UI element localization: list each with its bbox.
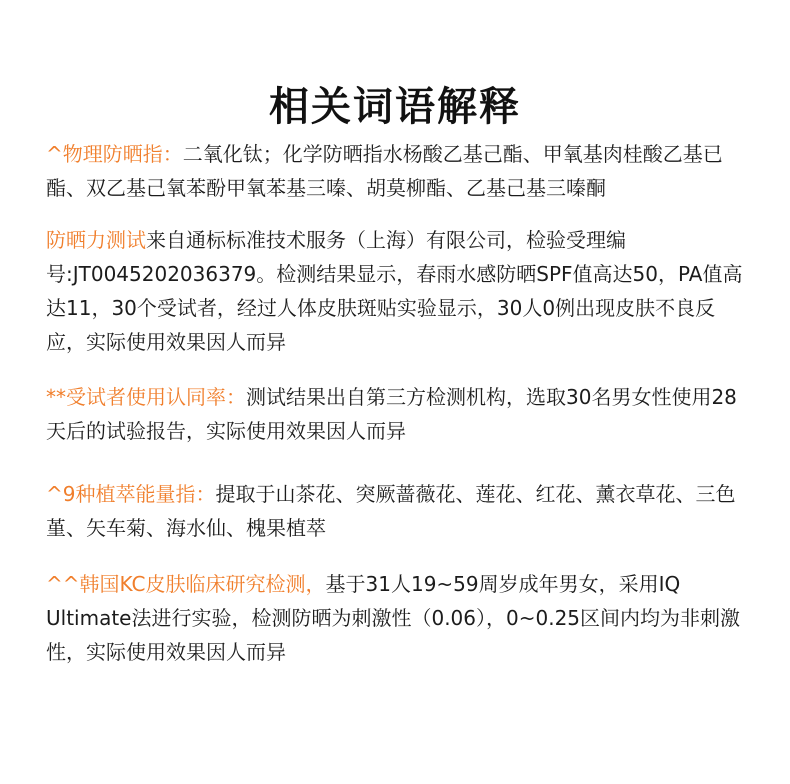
page-title: 相关词语解释 [269,83,521,130]
entry-term: ^物理防晒指： [46,142,183,166]
entry-description: 来自通标标准技术服务（上海）有限公司，检验受理编号:JT0045202036379。检测结果显示，春雨水感防晒SPF值高达50，PA值高达11，30个受试者，经过人体皮肤斑贴实验显示，30人0例出现皮肤不良反应，实际使用效果因人而异 [46,228,743,354]
glossary-entry-kc-clinical-test [46,567,746,669]
entry-description: 测试结果出自第三方检测机构，选取30名男女性使用28天后的试验报告，实际使用效果因人而异 [46,385,737,443]
entry-description: 基于31人19~59周岁成年男女，采用IQ Ultimate法进行实验，检测防晒为刺激性（0.06），0~0.25区间内均为非刺激性，实际使用效果因人而异 [46,572,741,664]
entry-term: **受试者使用认同率： [46,385,246,409]
glossary-entry-physical-sunscreen [46,137,746,205]
glossary-entry-sunscreen-test [46,223,746,359]
glossary-entry-approval-rate [46,380,746,448]
entry-description: 提取于山茶花、突厥蔷薇花、莲花、红花、薰衣草花、三色堇、矢车菊、海水仙、槐果植萃 [46,482,736,540]
entry-term: ^9种植萃能量指： [46,482,216,506]
entry-term: ^^韩国KC皮肤临床研究检测， [46,572,326,596]
entry-description: 二氧化钛；化学防晒指水杨酸乙基己酯、甲氧基肉桂酸乙基已酯、双乙基己氧苯酚甲氧苯基三嗪、胡莫柳酯、乙基己基三嗪酮 [46,142,723,200]
glossary-entry-plant-extracts [46,477,746,545]
entry-term: 防晒力测试 [46,228,146,252]
